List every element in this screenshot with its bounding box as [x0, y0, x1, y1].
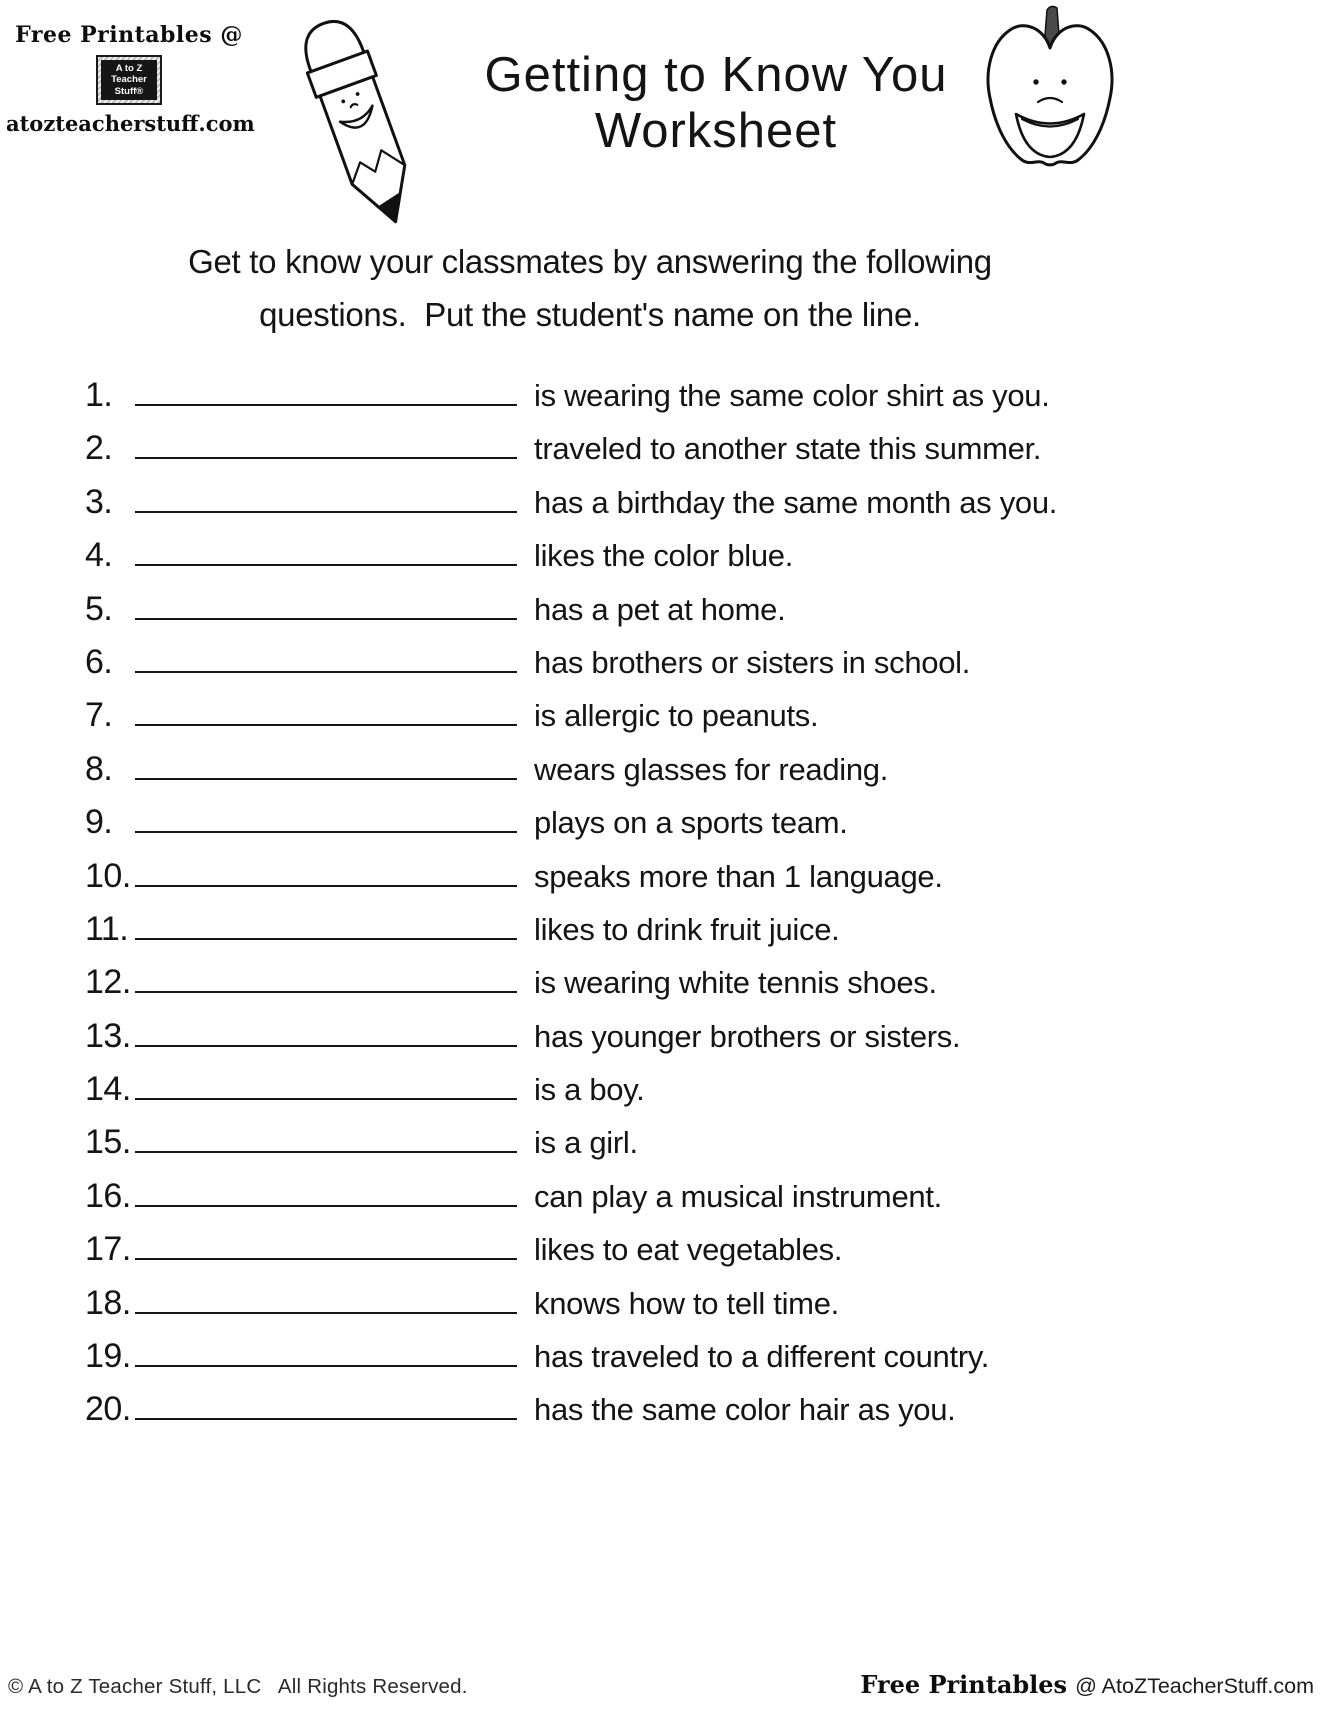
name-blank-line [135, 1043, 517, 1047]
brand-free-printables: Free Printables @ [15, 22, 243, 48]
atoz-badge-logo [96, 55, 162, 105]
question-list [85, 376, 1305, 1444]
question-row [85, 590, 1305, 643]
question-text: can play a musical instrument. [534, 1178, 942, 1214]
question-number: 20. [85, 1390, 131, 1429]
brand-site-url: atozteacherstuff.com [6, 111, 255, 136]
question-row [85, 750, 1305, 803]
question-row [85, 963, 1305, 1016]
question-number: 7. [85, 696, 113, 735]
question-row [85, 429, 1305, 482]
name-blank-line [135, 776, 517, 780]
question-row [85, 1177, 1305, 1230]
question-text: plays on a sports team. [534, 805, 848, 841]
question-text: speaks more than 1 language. [534, 858, 943, 894]
question-text: has younger brothers or sisters. [534, 1018, 961, 1054]
name-blank-line [135, 722, 517, 726]
question-number: 8. [85, 749, 113, 788]
name-blank-line [135, 1310, 517, 1314]
question-text: is allergic to peanuts. [534, 698, 819, 734]
question-number: 17. [85, 1230, 131, 1269]
question-row [85, 1230, 1305, 1283]
atoz-badge-text [101, 60, 157, 100]
question-text: is wearing white tennis shoes. [534, 965, 937, 1001]
question-row [85, 1390, 1305, 1443]
name-blank-line [135, 562, 517, 566]
name-blank-line [135, 989, 517, 993]
question-number: 6. [85, 642, 113, 681]
question-number: 12. [85, 963, 131, 1002]
question-text: is a boy. [534, 1072, 645, 1108]
name-blank-line [135, 1203, 517, 1207]
question-number: 19. [85, 1337, 131, 1376]
question-number: 9. [85, 803, 113, 842]
name-blank-line [135, 883, 517, 887]
instructions-line-1: Get to know your classmates by answering the following [188, 243, 992, 280]
question-text: has brothers or sisters in school. [534, 644, 971, 680]
question-row [85, 1123, 1305, 1176]
question-text: likes the color blue. [534, 538, 794, 574]
question-text: is wearing the same color shirt as you. [534, 378, 1050, 413]
name-blank-line [135, 936, 517, 940]
question-text: has traveled to a different country. [534, 1339, 990, 1375]
question-number: 3. [85, 482, 113, 521]
name-blank-line [135, 1149, 517, 1153]
question-text: is a girl. [534, 1125, 638, 1161]
question-text: likes to drink fruit juice. [534, 911, 840, 947]
question-number: 18. [85, 1283, 131, 1322]
footer-branding [860, 1670, 1314, 1699]
name-blank-line [135, 1256, 517, 1260]
question-row [85, 696, 1305, 749]
title-line-2: Worksheet [594, 103, 838, 158]
question-text: has the same color hair as you. [534, 1392, 956, 1428]
question-number: 13. [85, 1016, 131, 1055]
name-blank-line [135, 402, 517, 406]
pencil-mascot-icon [285, 4, 435, 241]
question-text: traveled to another state this summer. [534, 431, 1042, 467]
instructions-line-2: questions. Put the student's name on the line. [259, 295, 921, 333]
question-text: has a pet at home. [534, 591, 786, 627]
brand-block [6, 22, 255, 136]
badge-line: Teacher [111, 74, 147, 86]
question-row [85, 1070, 1305, 1123]
name-blank-line [135, 455, 517, 459]
name-blank-line [135, 1363, 517, 1367]
question-text: has a birthday the same month as you. [534, 484, 1058, 520]
question-row [85, 803, 1305, 856]
name-blank-line [135, 509, 517, 513]
question-row [85, 1284, 1305, 1337]
footer-site-url: @ AtoZTeacherStuff.com [1075, 1674, 1314, 1698]
question-row [85, 910, 1305, 963]
footer [0, 1670, 1324, 1699]
question-number: 5. [85, 589, 113, 628]
question-row [85, 376, 1305, 429]
question-text: likes to eat vegetables. [534, 1232, 843, 1268]
question-number: 2. [85, 429, 113, 468]
footer-free-printables: Free Printables [860, 1670, 1068, 1699]
copyright-text: © A to Z Teacher Stuff, LLC All Rights Reserved. [8, 1675, 468, 1698]
question-row [85, 536, 1305, 589]
question-number: 15. [85, 1123, 131, 1162]
name-blank-line [135, 829, 517, 833]
question-text: knows how to tell time. [534, 1285, 839, 1321]
question-row [85, 483, 1305, 536]
question-text: wears glasses for reading. [534, 751, 889, 787]
name-blank-line [135, 616, 517, 620]
question-row [85, 1337, 1305, 1390]
question-number: 10. [85, 856, 131, 895]
name-blank-line [135, 669, 517, 673]
title-line-1: Getting to Know You [484, 48, 948, 102]
question-number: 4. [85, 536, 113, 575]
question-number: 14. [85, 1070, 131, 1109]
instructions [58, 236, 1122, 342]
question-row [85, 857, 1305, 910]
apple-mascot-icon [980, 2, 1120, 195]
question-number: 16. [85, 1176, 131, 1215]
question-row [85, 643, 1305, 696]
question-row [85, 1017, 1305, 1070]
question-number: 11. [85, 909, 129, 948]
badge-line: Stuff® [114, 85, 144, 97]
name-blank-line [135, 1096, 517, 1100]
question-number: 1. [85, 376, 113, 414]
badge-line: A to Z [115, 63, 143, 75]
name-blank-line [135, 1416, 517, 1420]
page-title [420, 48, 1012, 160]
